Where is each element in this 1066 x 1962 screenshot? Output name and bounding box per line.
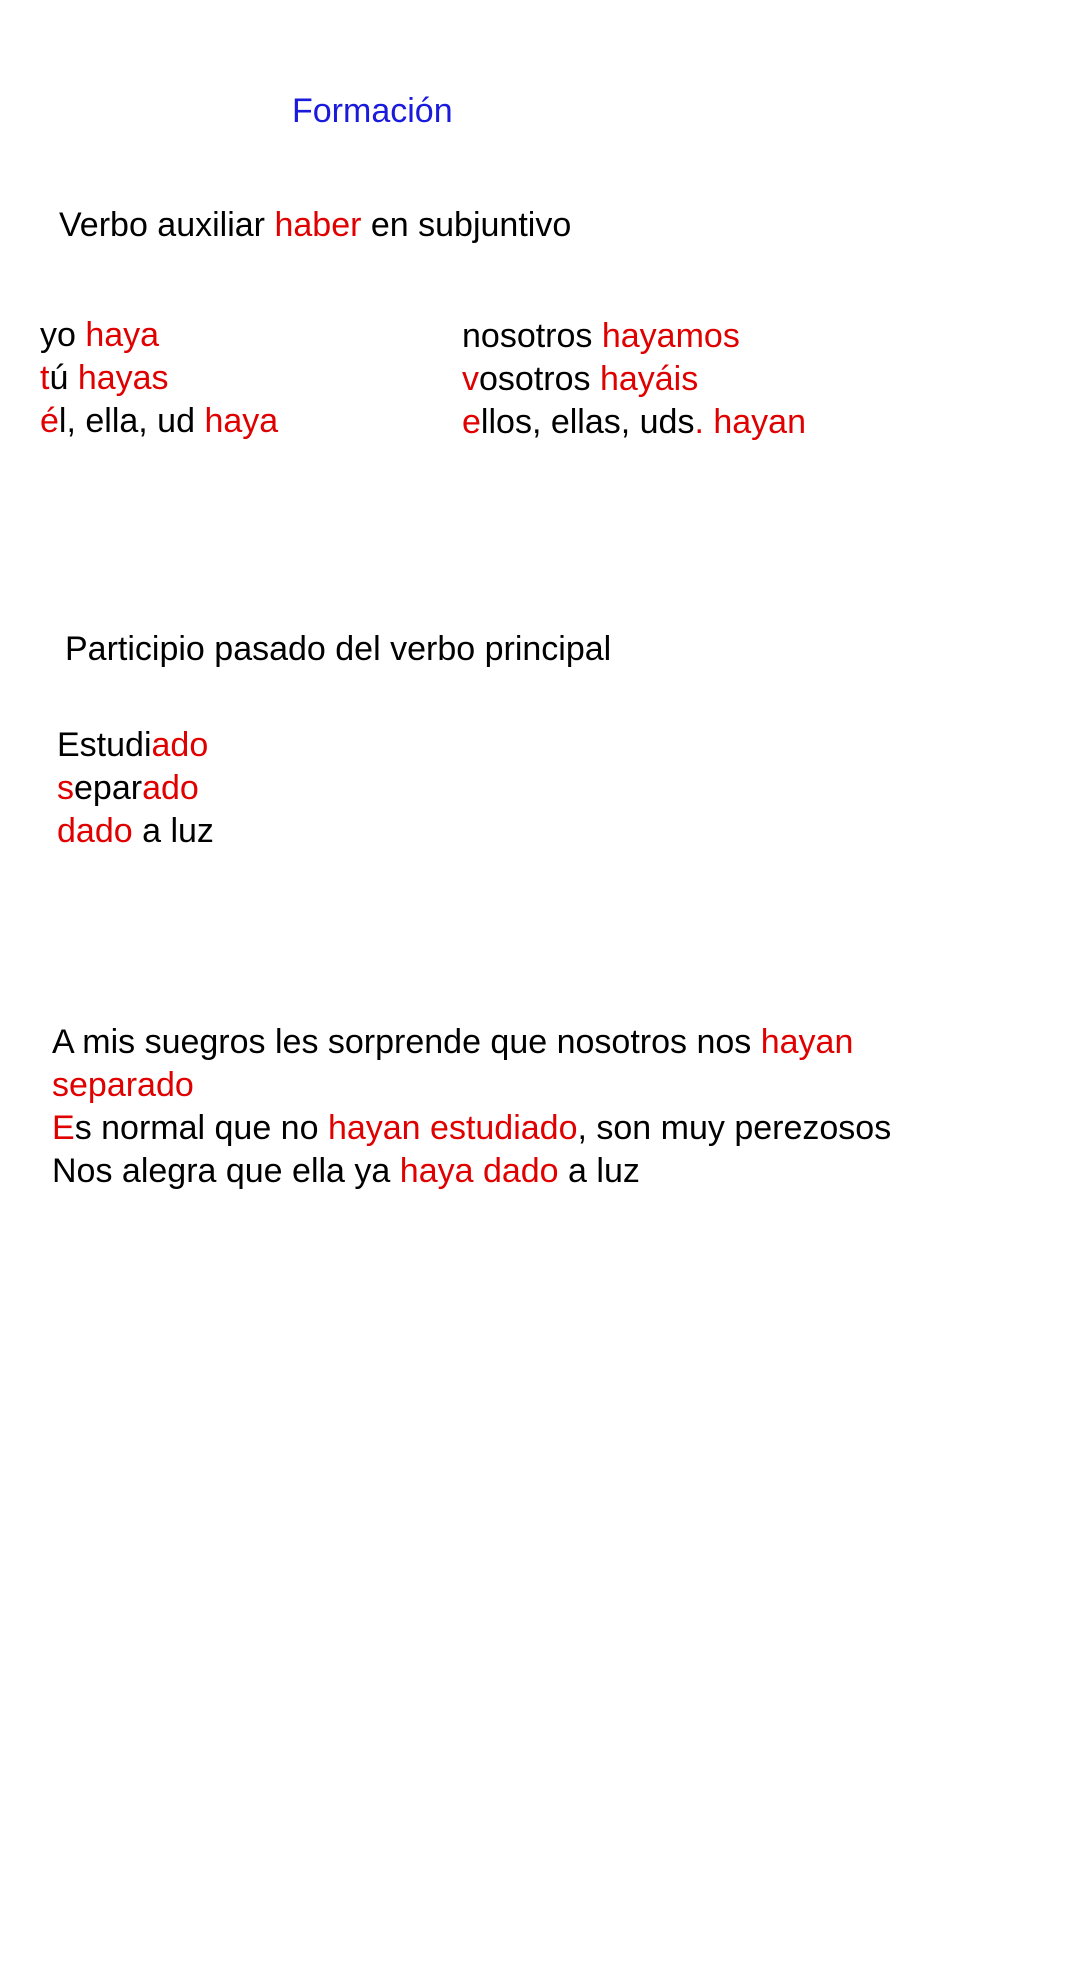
conjugation-vosotros: [462, 358, 698, 401]
conjugation-el: [40, 400, 278, 443]
verb-form: . hayan: [694, 403, 806, 441]
pronoun: ú: [49, 359, 78, 397]
stem: Estudi: [57, 726, 152, 764]
complement: a luz: [132, 812, 214, 850]
verb-form: hayas: [77, 359, 169, 397]
stem-initial: s: [57, 769, 74, 807]
pronoun-initial: é: [40, 402, 59, 440]
example-1-continuation: separado: [52, 1066, 194, 1104]
participle-dado: [57, 810, 214, 853]
pronoun-initial: t: [40, 359, 50, 397]
verb-form: haya: [85, 316, 160, 354]
example-text-end: , son muy perezosos: [577, 1109, 892, 1147]
participle-estudiado: [57, 724, 208, 767]
heading-verb: haber: [274, 206, 362, 244]
pronoun: llos, ellas, uds: [480, 403, 695, 441]
heading-text: Verbo auxiliar: [59, 206, 275, 244]
participle-separado: [57, 767, 199, 810]
conjugation-tu: [40, 357, 169, 400]
stem: epar: [74, 769, 143, 807]
example-text: s normal que no: [74, 1109, 328, 1147]
example-text: A mis suegros les sorprende que nosotros nos: [52, 1023, 761, 1061]
heading-text-end: en subjuntivo: [361, 206, 572, 244]
ending: ado: [151, 726, 209, 764]
participle: dado: [57, 812, 133, 850]
pronoun-initial: v: [462, 360, 479, 398]
conjugation-yo: [40, 314, 159, 357]
pronoun: yo: [40, 316, 86, 354]
auxiliary: hayan: [760, 1023, 854, 1061]
pronoun-initial: e: [462, 403, 481, 441]
verb-form: haya: [204, 402, 279, 440]
example-text-end: a luz: [558, 1152, 640, 1190]
verb-form: hayamos: [601, 317, 740, 355]
pronoun: nosotros: [462, 317, 602, 355]
conjugation-nosotros: [462, 315, 740, 358]
verb-form: hayáis: [599, 360, 699, 398]
pronoun: l, ella, ud: [58, 402, 205, 440]
example-1: [52, 1021, 853, 1064]
conjugation-ellos: [462, 401, 806, 444]
pronoun: osotros: [479, 360, 600, 398]
initial: E: [52, 1109, 75, 1147]
page-title: Formación: [292, 92, 453, 130]
verb-phrase: hayan estudiado: [327, 1109, 578, 1147]
example-2: [52, 1107, 891, 1150]
example-3: [52, 1150, 640, 1193]
auxiliary-verb-heading: [59, 204, 571, 247]
participle-heading: Participio pasado del verbo principal: [65, 630, 612, 668]
example-text: Nos alegra que ella ya: [52, 1152, 400, 1190]
ending: ado: [142, 769, 199, 807]
verb-phrase: haya dado: [399, 1152, 559, 1190]
